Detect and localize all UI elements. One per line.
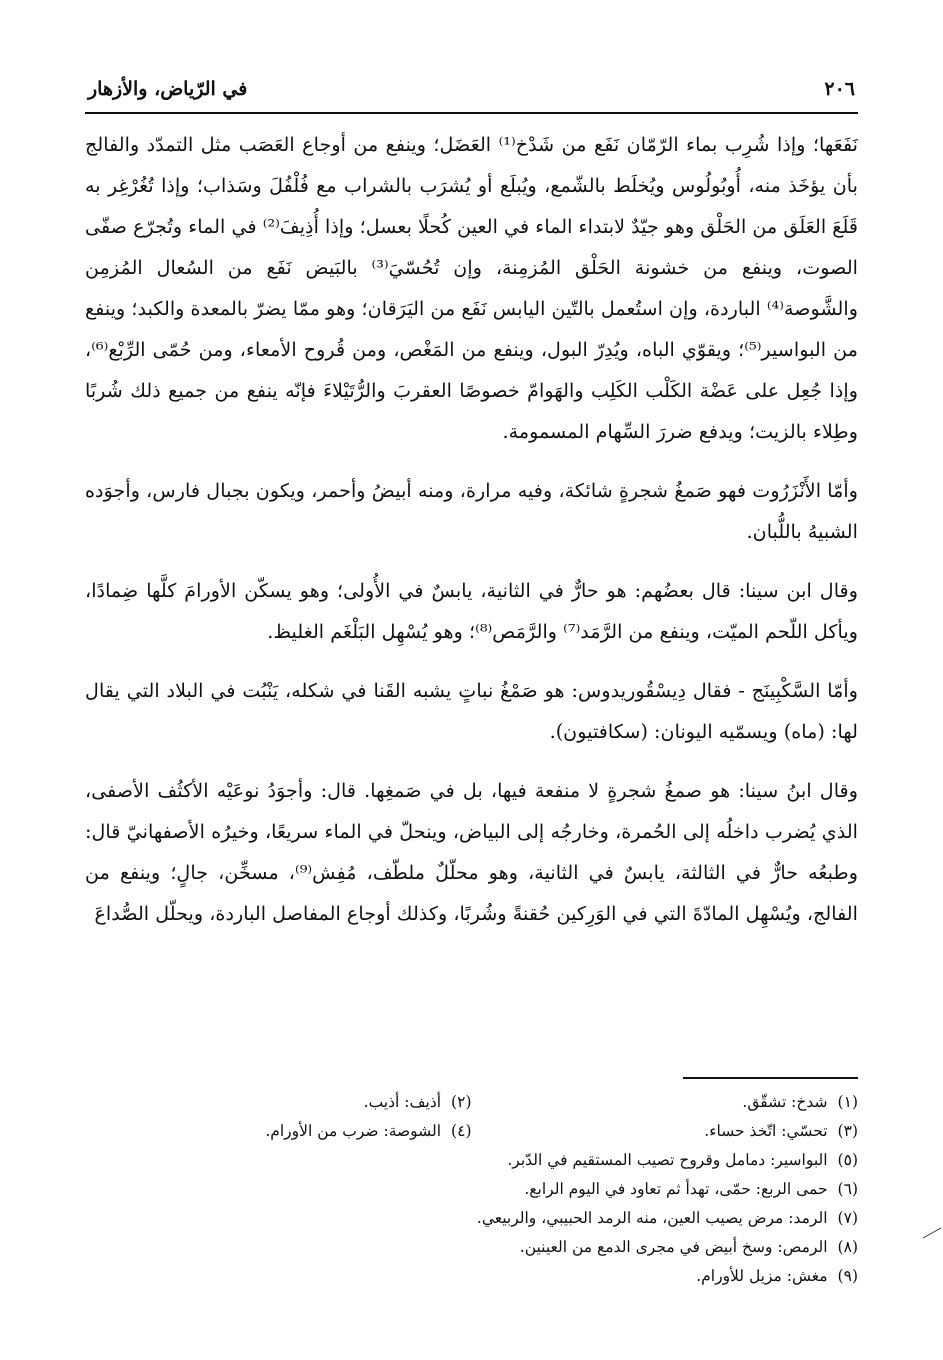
footnote-number: (٦) [837,1180,858,1198]
footnote-row [85,1088,858,1117]
footnote [472,1117,859,1146]
footnote [85,1233,858,1262]
footnote-rule [683,1077,858,1079]
paragraph: وقال ابنُ سينا: هو صمغُ شجرةٍ لا منفعة فيها، بل في صَمغِها. قال: وأجوَدُ نوعَيْه الأكثُف الأصفى، الذي يُضرب داخلُه إلى الحُمرة، وخارجُه إلى البياض، وينحلّ في الماء سريعًا، وخيرُه الأصفهانيّ قال: وطبعُه حارٌّ في الثالثة، يابسٌ في الثانية، وهو محلّلٌ ملطّف، مُفِش⁽⁹⁾، مسخِّن، جالٍ؛ وينفع من الفالج، ويُسْهِل المادّةَ التي في الوَرِكين حُقنةً وشُربًا، وكذلك أوجاع المفاصل الباردة، ويحلّل الصُّداعَ [85,779,859,925]
footnote [85,1175,858,1204]
footnote-number: (٨) [837,1238,858,1256]
footnote-number: (١) [837,1093,858,1111]
footnote-text: أذيف: أذيب. [363,1093,442,1111]
footnote-row [85,1175,858,1204]
footnote [85,1204,858,1233]
paragraph: وقال ابن سينا: قال بعضُهم: هو حارٌّ في الثانية، يابسٌ في الأُولى؛ وهو يسكّن الأورامَ كلَّها ضِمادًا، ويأكل اللّحم الميّت، وينفع من الرَّمَد⁽⁷⁾ والرَّمَص⁽⁸⁾؛ وهو يُسْهِل البَلْغَم الغليظ. [85,579,858,643]
body-text [85,124,858,934]
footnote-text: البواسير: دمامل وقروح تصيب المستقيم في الدّبر. [507,1151,828,1169]
footnote-row [85,1204,858,1233]
header-rule [85,112,858,114]
footnote-text: الرمص: وسخ أبيض في مجرى الدمع من العينين. [519,1238,828,1256]
footnote-number: (٩) [837,1267,858,1285]
paragraph: وأمّا السَّكْبِينَج - فقال دِيسْقُوريدوس: هو صَمْغُ نباتٍ يشبه القَنا في شكله، يَنْبُت في البلاد التي يقال لها: (ماه) ويسمّيه اليونان: (سكافتيون). [85,679,858,743]
running-header [88,72,855,106]
footnote-number: (٧) [837,1209,858,1227]
running-title: في الرّياض، والأزهار [88,78,248,100]
footnote-text: الرمد: مرض يصيب العين، منه الرمد الحبيبي، والربيعي. [476,1209,828,1227]
footnote [85,1117,472,1146]
footnote-row [85,1146,858,1175]
footnote-text: شدخ: تشقّق. [742,1093,828,1111]
footnotes [85,1088,858,1291]
footnote-row [85,1262,858,1291]
footnote [472,1088,859,1117]
footnote-number: (٣) [837,1122,858,1140]
footnote [85,1262,858,1291]
paragraph: وأمّا الأَنْزَرُوت فهو صَمغُ شجرةٍ شائكة، وفيه مرارة، ومنه أبيضُ وأحمر، ويكون بجبال فارس، وأجوَده الشبيهُ باللُّبان. [85,479,858,543]
footnote [85,1088,472,1117]
footnote [85,1146,858,1175]
footnote-number: (٥) [837,1151,858,1169]
footnote-row [85,1117,858,1146]
page-number: ٢٠٦ [824,78,855,100]
footnote-text: مغش: مزيل للأورام. [696,1267,828,1285]
footnote-number: (٢) [451,1093,472,1111]
paragraph: نَفَعَها؛ وإذا شُرِب بماء الرّمّان نَفَع من شَدْخ⁽¹⁾ العَضَل؛ وينفع من أوجاع العَصَب مثل التمدّد والفالج بأن يؤخَذ منه، أُوبُولُوس ويُخلَط بالشّمع، ويُبلَع أو يُشرَب بالشراب مع فُلْفُلَ وسَذاب؛ وإذا تُغُرْغِر به قَلَعَ العَلَق من الحَلْق وهو جيّدٌ لابتداء الماء في العين كُحلًا بعسل؛ وإذا أُذِيفَ⁽²⁾ في الماء وتُجرّع صفّى الصوت، وينفع من خشونة الحَلْق المُزمِنة، وإن تُحُسّيَ⁽³⁾ بالبَيض نَفَع من السُعال المُزمِن والشَّوصة⁽⁴⁾ الباردة، وإن استُعمل بالتّين اليابس نَفَع من اليَرَقان؛ وهو ممّا يضرّ بالمعدة والكبد؛ وينفع من البواسير⁽⁵⁾؛ ويقوّي الباه، ويُدِرّ البول، وينفع من المَغْص، ومن قُروح الأمعاء، ومن حُمّى الرِّبْع⁽⁶⁾، وإذا جُعِل على عَضْة الكَلْب الكَلِب والهَوامّ خصوصًا العقربَ والرُّتَيْلاءَ فإنّه ينفع من جميع ذلك شُربًا وطِلاء بالزيت؛ ويدفع ضررَ السِّهام المسمومة. [85,133,859,443]
footnote-text: حمى الربع: حمّى، تهدأ ثم تعاود في اليوم الرابع. [524,1180,828,1198]
footnote-number: (٤) [451,1122,472,1140]
footnote-row [85,1233,858,1262]
footnote-text: الشوصة: ضرب من الأورام. [265,1122,442,1140]
margin-pen-mark [922,1226,942,1240]
footnote-text: تحسّي: اتّخذ حساء. [704,1122,828,1140]
